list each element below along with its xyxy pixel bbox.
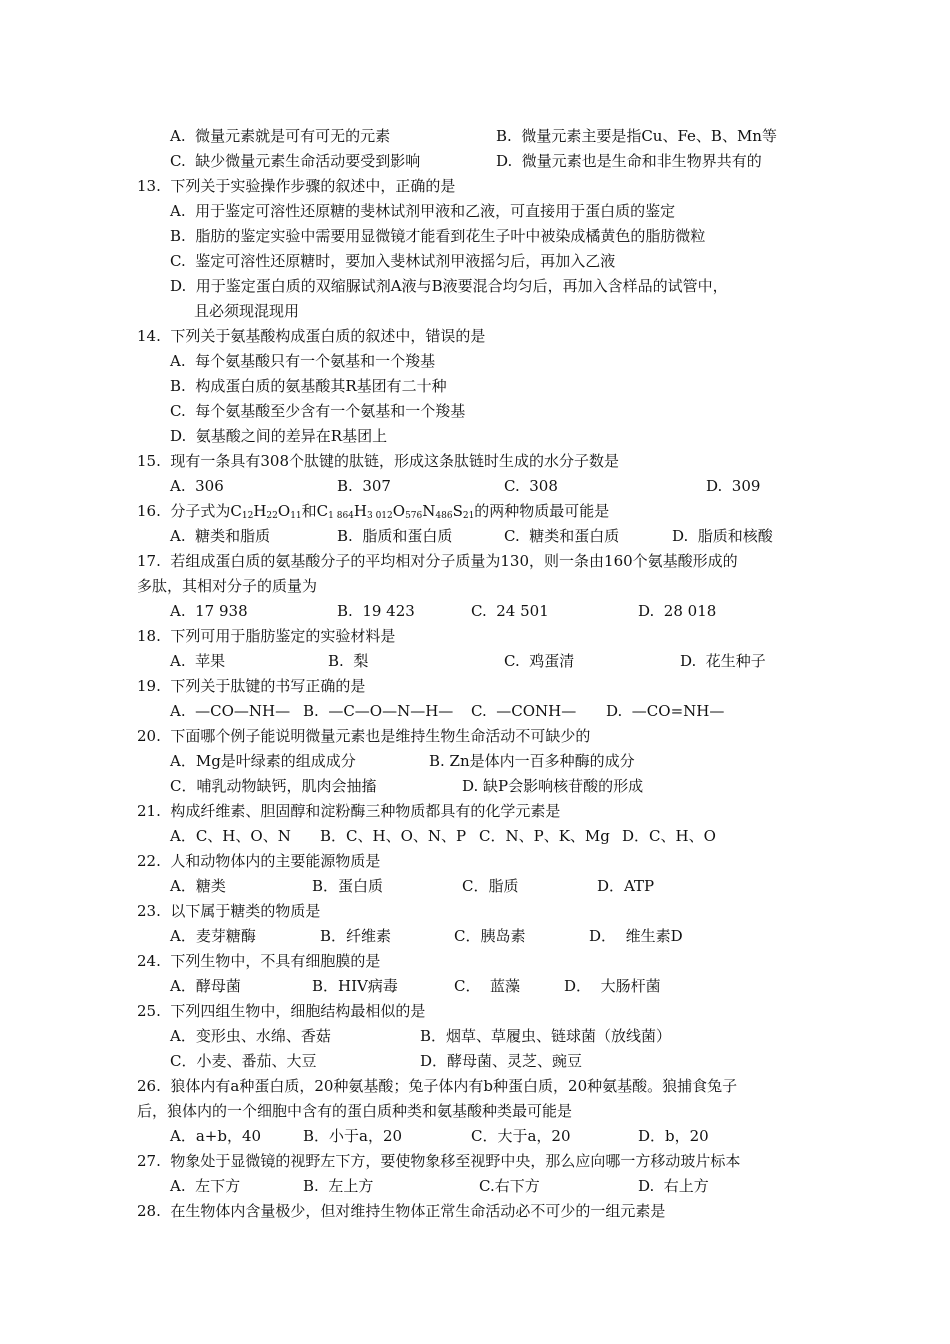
q26-option-c: C．大于a，20 bbox=[471, 1127, 571, 1145]
q26-option-b: B．小于a，20 bbox=[303, 1127, 403, 1145]
q23-option-a: A．麦芽糖酶 bbox=[170, 927, 256, 945]
q22-stem: 22. 人和动物体内的主要能源物质是 bbox=[137, 852, 381, 870]
q26-stem-line1: 26. 狼体内有a种蛋白质，20种氨基酸；兔子体内有b种蛋白质，20种氨基酸。狼捕食兔子 bbox=[137, 1077, 738, 1095]
q16-f1-c: 12 bbox=[241, 511, 254, 521]
q16-stem-suffix: 的两种物质最可能是 bbox=[474, 502, 610, 520]
q20-option-c: C．哺乳动物缺钙，肌肉会抽搐 bbox=[170, 777, 377, 795]
q27-stem: 27. 物象处于显微镜的视野左下方，要使物象移至视野中央，那么应向哪一方移动玻片标本 bbox=[137, 1152, 741, 1170]
q23-option-b: B．纤维素 bbox=[320, 927, 392, 945]
q21-option-b: B．C、H、O、N、P bbox=[320, 827, 467, 845]
q20-stem: 20. 下面哪个例子能说明微量元素也是维持生物生命活动不可缺少的 bbox=[137, 727, 591, 745]
q27-option-b: B. 左上方 bbox=[303, 1177, 374, 1195]
q13-option-c: C. 鉴定可溶性还原糖时，要加入斐林试剂甲液摇匀后，再加入乙液 bbox=[170, 252, 616, 270]
q22-option-d: D．ATP bbox=[597, 877, 655, 895]
q16-f2-n: 486 bbox=[435, 511, 453, 521]
q15-stem: 15. 现有一条具有308个肽键的肽链，形成这条肽链时生成的水分子数是 bbox=[137, 452, 620, 470]
q24-option-d: D． 大肠杆菌 bbox=[564, 977, 661, 995]
q26-option-d: D．b，20 bbox=[638, 1127, 709, 1145]
q18-option-d: D. 花生种子 bbox=[680, 652, 766, 670]
q16-f2-c: 1 864 bbox=[328, 511, 354, 521]
q17-option-d: D. 28 018 bbox=[638, 602, 717, 620]
q20-option-d: D. 缺P会影响核苷酸的形成 bbox=[462, 777, 644, 795]
q16-f2-s: 21 bbox=[462, 511, 475, 521]
q16-f2-h: 3 012 bbox=[366, 511, 393, 521]
q14-option-c: C. 每个氨基酸至少含有一个氨基和一个羧基 bbox=[170, 402, 466, 420]
q22-option-a: A．糖类 bbox=[170, 877, 226, 895]
q19-option-d: D. —CO=NH— bbox=[606, 702, 725, 720]
q19-option-b: B. —C—O—N—H— bbox=[303, 702, 454, 720]
q24-option-a: A．酵母菌 bbox=[170, 977, 241, 995]
q25-stem: 25. 下列四组生物中，细胞结构最相似的是 bbox=[137, 1002, 426, 1020]
q16-option-c: C. 糖类和蛋白质 bbox=[504, 527, 620, 545]
q14-option-a: A. 每个氨基酸只有一个氨基和一个羧基 bbox=[170, 352, 436, 370]
q15-option-d: D. 309 bbox=[706, 477, 761, 495]
q26-stem-line2: 后，狼体内的一个细胞中含有的蛋白质种类和氨基酸种类最可能是 bbox=[137, 1102, 573, 1120]
q25-option-a: A．变形虫、水绵、香菇 bbox=[170, 1027, 331, 1045]
q14-stem: 14. 下列关于氨基酸构成蛋白质的叙述中，错误的是 bbox=[137, 327, 486, 345]
q18-option-b: B. 梨 bbox=[328, 652, 369, 670]
q21-option-a: A．C、H、O、N bbox=[170, 827, 291, 845]
q25-option-d: D．酵母菌、灵芝、豌豆 bbox=[420, 1052, 583, 1070]
q13-option-b: B. 脂肪的鉴定实验中需要用显微镜才能看到花生子叶中被染成橘黄色的脂肪微粒 bbox=[170, 227, 706, 245]
q27-option-c: C.右下方 bbox=[479, 1177, 540, 1195]
q20-option-b: B. Zn是体内一百多种酶的成分 bbox=[429, 752, 635, 770]
q19-stem: 19. 下列关于肽键的书写正确的是 bbox=[137, 677, 366, 695]
q15-option-a: A. 306 bbox=[170, 477, 224, 495]
q14-option-b: B. 构成蛋白质的氨基酸其R基团有二十种 bbox=[170, 377, 447, 395]
q16-option-d: D. 脂质和核酸 bbox=[672, 527, 773, 545]
q17-option-a: A. 17 938 bbox=[170, 602, 248, 620]
q12-option-c: C. 缺少微量元素生命活动要受到影响 bbox=[170, 152, 421, 170]
q25-option-c: C．小麦、番茄、大豆 bbox=[170, 1052, 317, 1070]
q23-option-c: C．胰岛素 bbox=[454, 927, 526, 945]
q17-option-b: B. 19 423 bbox=[337, 602, 415, 620]
q24-stem: 24. 下列生物中，不具有细胞膜的是 bbox=[137, 952, 381, 970]
q12-option-b: B. 微量元素主要是指Cu、Fe、B、Mn等 bbox=[496, 127, 777, 145]
q16-stem: 16. 分子式为$C_{12}H_{22}O_{11}$和$C_{1 864}H_{3 012}O_{576}N_{486}S_{21}$的两种物质最可能是 bbox=[137, 502, 610, 521]
q25-option-b: B．烟草、草履虫、链球菌（放线菌） bbox=[420, 1027, 672, 1045]
q21-option-d: D．C、H、O bbox=[622, 827, 716, 845]
q28-stem: 28. 在生物体内含量极少，但对维持生物体正常生命活动必不可少的一组元素是 bbox=[137, 1202, 666, 1220]
q20-option-a: A．Mg是叶绿素的组成成分 bbox=[170, 752, 356, 770]
q19-option-a: A. —CO—NH— bbox=[170, 702, 291, 720]
q26-option-a: A．a+b，40 bbox=[170, 1127, 262, 1145]
q12-option-a: A. 微量元素就是可有可无的元素 bbox=[170, 127, 391, 145]
q16-f1-o: 11 bbox=[290, 511, 302, 521]
q17-stem-line1: 17. 若组成蛋白质的氨基酸分子的平均相对分子质量为130，则一条由160个氨基酸形成的 bbox=[137, 552, 738, 570]
q18-option-a: A. 苹果 bbox=[170, 652, 226, 670]
q23-stem: 23. 以下属于糖类的物质是 bbox=[137, 902, 321, 920]
q18-stem: 18. 下列可用于脂肪鉴定的实验材料是 bbox=[137, 627, 396, 645]
q23-option-d: D． 维生素D bbox=[589, 927, 683, 945]
q13-option-d: D. 用于鉴定蛋白质的双缩脲试剂A液与B液要混合均匀后，再加入含样品的试管中， bbox=[170, 277, 728, 295]
q16-f2-o: 576 bbox=[405, 511, 423, 521]
q13-option-a: A. 用于鉴定可溶性还原糖的斐林试剂甲液和乙液，可直接用于蛋白质的鉴定 bbox=[170, 202, 676, 220]
q24-option-c: C． 蓝藻 bbox=[454, 977, 521, 995]
q22-option-b: B．蛋白质 bbox=[312, 877, 384, 895]
q22-option-c: C．脂质 bbox=[462, 877, 519, 895]
q17-option-c: C. 24 501 bbox=[471, 602, 549, 620]
q17-stem-line2: 多肽，其相对分子的质量为 bbox=[137, 577, 318, 595]
q18-option-c: C. 鸡蛋清 bbox=[504, 652, 575, 670]
q13-stem: 13. 下列关于实验操作步骤的叙述中，正确的是 bbox=[137, 177, 456, 195]
q13-option-d-continued: 且必须现混现用 bbox=[194, 302, 300, 320]
q27-option-a: A. 左下方 bbox=[170, 1177, 241, 1195]
q12-option-d: D. 微量元素也是生命和非生物界共有的 bbox=[496, 152, 762, 170]
q15-option-b: B. 307 bbox=[337, 477, 391, 495]
q27-option-d: D. 右上方 bbox=[638, 1177, 709, 1195]
q16-stem-prefix: 16. 分子式为C bbox=[137, 502, 242, 520]
q21-stem: 21. 构成纤维素、胆固醇和淀粉酶三种物质都具有的化学元素是 bbox=[137, 802, 561, 820]
q16-option-b: B. 脂质和蛋白质 bbox=[337, 527, 453, 545]
q16-option-a: A. 糖类和脂质 bbox=[170, 527, 271, 545]
q14-option-d: D. 氨基酸之间的差异在R基团上 bbox=[170, 427, 388, 445]
q15-option-c: C. 308 bbox=[504, 477, 558, 495]
q21-option-c: C．N、P、K、Mg bbox=[479, 827, 610, 845]
q16-f1-h: 22 bbox=[266, 511, 278, 521]
q19-option-c: C. —CONH— bbox=[471, 702, 577, 720]
q24-option-b: B．HIV病毒 bbox=[312, 977, 398, 995]
